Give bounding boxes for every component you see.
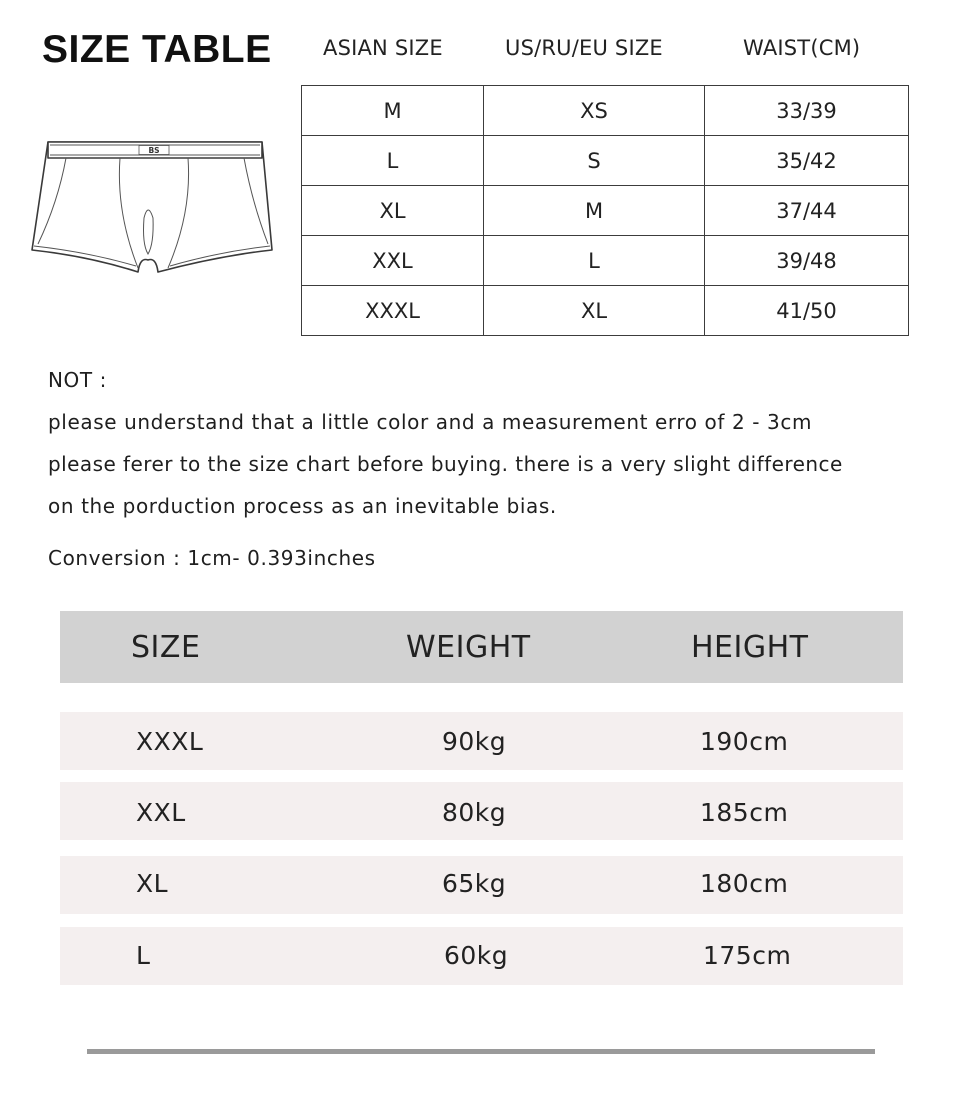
- note-line-1: please understand that a little color and a measurement erro of 2 - 3cm: [48, 410, 813, 434]
- waistband-label: BS: [148, 146, 160, 155]
- height-cell: 180cm: [700, 869, 789, 898]
- header-asian-size: ASIAN SIZE: [323, 36, 443, 60]
- bottom-divider: [87, 1049, 875, 1054]
- boxer-brief-icon: [28, 132, 280, 284]
- table-row: [302, 186, 909, 236]
- waist-cell: 35/42: [705, 136, 909, 186]
- waist-cell: 33/39: [705, 86, 909, 136]
- size-cell: XL: [136, 869, 169, 898]
- us-size-cell: XS: [484, 86, 705, 136]
- height-cell: 185cm: [700, 798, 789, 827]
- table-row: [302, 136, 909, 186]
- note-heading: NOT :: [48, 368, 108, 392]
- size-conversion-table: [301, 85, 909, 336]
- waist-cell: 37/44: [705, 186, 909, 236]
- us-size-cell: M: [484, 186, 705, 236]
- size-cell: XXXL: [136, 727, 204, 756]
- header-waist: WAIST(CM): [743, 36, 861, 60]
- asian-size-cell: L: [302, 136, 484, 186]
- conversion-note: Conversion : 1cm- 0.393inches: [48, 546, 376, 570]
- asian-size-cell: XL: [302, 186, 484, 236]
- height-cell: 190cm: [700, 727, 789, 756]
- asian-size-cell: XXXL: [302, 286, 484, 336]
- waist-cell: 41/50: [705, 286, 909, 336]
- weight-cell: 65kg: [442, 869, 507, 898]
- size-cell: L: [136, 941, 151, 970]
- note-line-2: please ferer to the size chart before buying. there is a very slight difference: [48, 452, 843, 476]
- height-cell: 175cm: [703, 941, 792, 970]
- note-line-3: on the porduction process as an inevitable bias.: [48, 494, 557, 518]
- asian-size-cell: M: [302, 86, 484, 136]
- weight-cell: 90kg: [442, 727, 507, 756]
- weight-cell: 80kg: [442, 798, 507, 827]
- us-size-cell: L: [484, 236, 705, 286]
- header-size: SIZE: [131, 630, 201, 665]
- table-row: [302, 86, 909, 136]
- header-us-ru-eu-size: US/RU/EU SIZE: [505, 36, 663, 60]
- us-size-cell: S: [484, 136, 705, 186]
- header-height: HEIGHT: [691, 630, 809, 665]
- size-cell: XXL: [136, 798, 186, 827]
- waist-cell: 39/48: [705, 236, 909, 286]
- table-row: [302, 236, 909, 286]
- asian-size-cell: XXL: [302, 236, 484, 286]
- weight-cell: 60kg: [444, 941, 509, 970]
- table-row: [302, 286, 909, 336]
- header-weight: WEIGHT: [406, 630, 531, 665]
- us-size-cell: XL: [484, 286, 705, 336]
- page-title: SIZE TABLE: [42, 28, 272, 71]
